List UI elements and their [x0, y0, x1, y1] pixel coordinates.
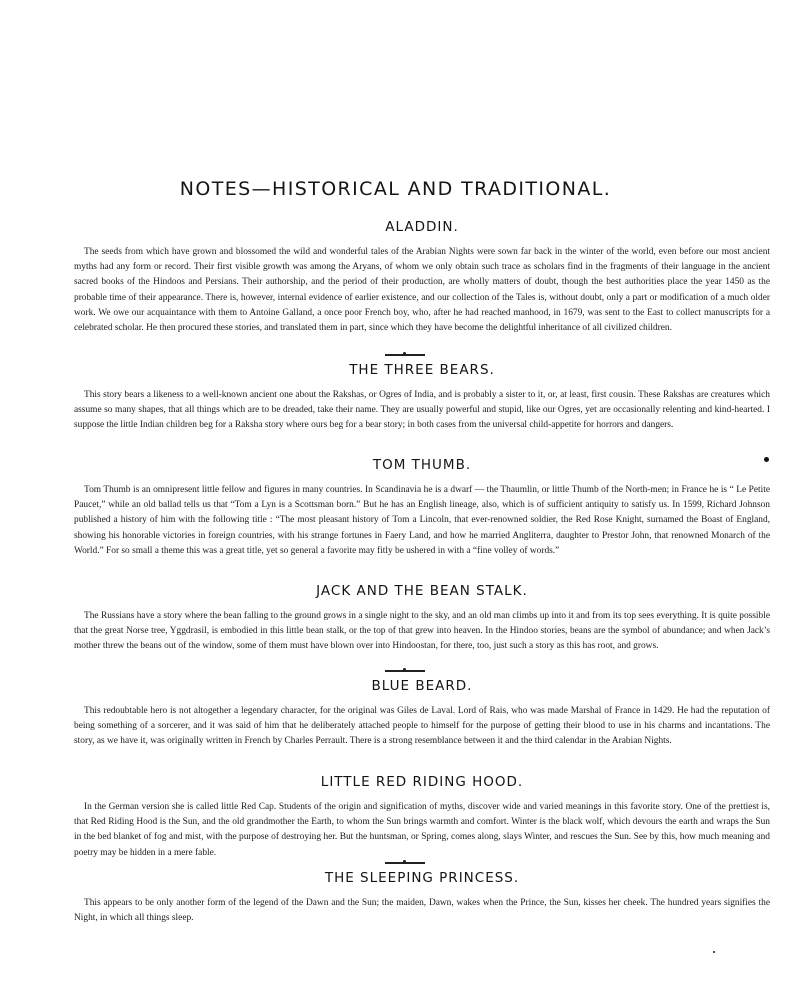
section-divider — [385, 862, 425, 864]
section-tom-thumb — [74, 457, 770, 559]
section-divider — [385, 670, 425, 672]
section-sleeping-princess — [74, 870, 770, 926]
section-title-three-bears: THE THREE BEARS. — [349, 362, 495, 378]
section-title-jack-bean-stalk: JACK AND THE BEAN STALK. — [316, 583, 528, 599]
page-title: NOTES—HISTORICAL AND TRADITIONAL. — [179, 178, 612, 200]
section-title-red-riding-hood: LITTLE RED RIDING HOOD. — [320, 774, 524, 790]
section-three-bears — [74, 362, 770, 434]
section-text-three-bears: This story bears a likeness to a well-known ancient one about the Rakshas, or Ogres of India, and is probably a sister to it, or, at least, first cousin. These Rakshas are creatures which assume so many shapes, that all things which are to be dreaded, take their name. They are usually powerful and stupid, like our Ogres, yet are occasionally relenting and kind-hearted. I suppose the little Indian children beg for a Raksha story where ours beg for a bear story; in both cases from the universal child-appetite for horrors and dangers. — [74, 390, 770, 431]
section-text-aladdin: The seeds from which have grown and blossomed the wild and wonderful tales of the Arabian Nights were sown far back in the winter of the world, even before our most ancient myths had any form or record. Their first visible growth was among the Aryans, of whom we only obtain such trace as scholars find in the fragments of their language in the ancient sacred books of the Hindoos and Persians. Their authorship, and the period of their production, are wholly matters of doubt, though the best authorities place the year 1450 as the probable time of their appearance. There is, however, internal evidence of earlier existence, and our collection of the Tales is, without doubt, only a part or modification of a much older work. We owe our acquaintance with them to Antoine Galland, a once poor French boy, who, after he had reached manhood, in 1679, was sent to the East to collect manuscripts for a celebrated scholar. He then procured these stories, and translated them in part, since which they have become the delightful inheritance of all civilized children. — [74, 247, 770, 334]
section-red-riding-hood — [74, 774, 770, 861]
section-text-red-riding-hood: In the German version she is called little Red Cap. Students of the origin and signification of myths, discover wide and varied meanings in this favorite story. One of the prettiest is, that Red Riding Hood is the Sun, and the old grandmother the Earth, to whom the Sun brings warmth and comfort. Winter is the black wolf, which devours the earth and wraps the Sun in the bed blanket of fog and mist, with the purpose of destroying her. But the huntsman, or Spring, comes along, slays Winter, and rescues the Sun. See by this, how much meaning and poetry may be hidden in a mere fable. — [74, 802, 770, 858]
section-title-blue-beard: BLUE BEARD. — [371, 678, 473, 694]
section-text-tom-thumb: Tom Thumb is an omnipresent little fellow and figures in many countries. In Scandinavia he is a dwarf — the Thaumlin, or little Thumb of the North-men; in France he is “ Le Petite Paucet,” while an old ballad tells us that “Tom a Lyn is a Scottsman born.” But he has an English lineage, also, which is of sufficient antiquity to satisfy us. In 1599, Richard Johnson published a history of him with the following title : “The most pleasant history of Tom a Lincoln, that ever-renowned soldier, the Red Rose Knight, surnamed the Boast of England, showing his honorable victories in foreign countries, with his strange fortunes in Faery Land, and how he married Angliterra, daughter to Prestor John, that renowned Monarch of the World.” For so small a theme this was a great title, yet so general a favorite may fitly be ushered in with a “fine volley of words.” — [74, 485, 770, 556]
section-text-blue-beard: This redoubtable hero is not altogether a legendary character, for the original was Giles de Laval. Lord of Rais, who was made Marshal of France in 1429. He had the reputation of being something of a sorcerer, and it was said of him that he deliberately attached people to himself for the purpose of getting their blood to use in his charms and incantations. The story, as we have it, was originally written in French by Charles Perrault. There is a strong resemblance between it and the third calendar in the Arabian Nights. — [74, 706, 770, 747]
ink-speck — [764, 457, 769, 462]
section-aladdin — [74, 219, 770, 336]
section-divider — [385, 354, 425, 356]
section-text-jack-bean-stalk: The Russians have a story where the bean falling to the ground grows in a single night to the sky, and an old man climbs up into it and from its top sees everything. It is quite possible that the great Norse tree, Yggdrasil, is embodied in this little bean stalk, or the top of that grew into heaven. In the Hindoo stories, beans are the symbol of abundance; and when Jack’s mother threw the beans out of the window, some of them must have blown over into Hindoostan, for there, too, just such a story as this has root, and grows. — [74, 611, 770, 652]
section-blue-beard — [74, 678, 770, 750]
section-text-sleeping-princess: This appears to be only another form of the legend of the Dawn and the Sun; the maiden, Dawn, wakes when the Prince, the Sun, kisses her cheek. The hundred years signifies the Night, in which all things sleep. — [74, 898, 770, 924]
section-title-aladdin: ALADDIN. — [385, 219, 459, 235]
ink-speck — [713, 951, 715, 953]
section-title-sleeping-princess: THE SLEEPING PRINCESS. — [324, 870, 520, 886]
section-jack-bean-stalk — [74, 583, 770, 655]
section-title-tom-thumb: TOM THUMB. — [372, 457, 472, 473]
